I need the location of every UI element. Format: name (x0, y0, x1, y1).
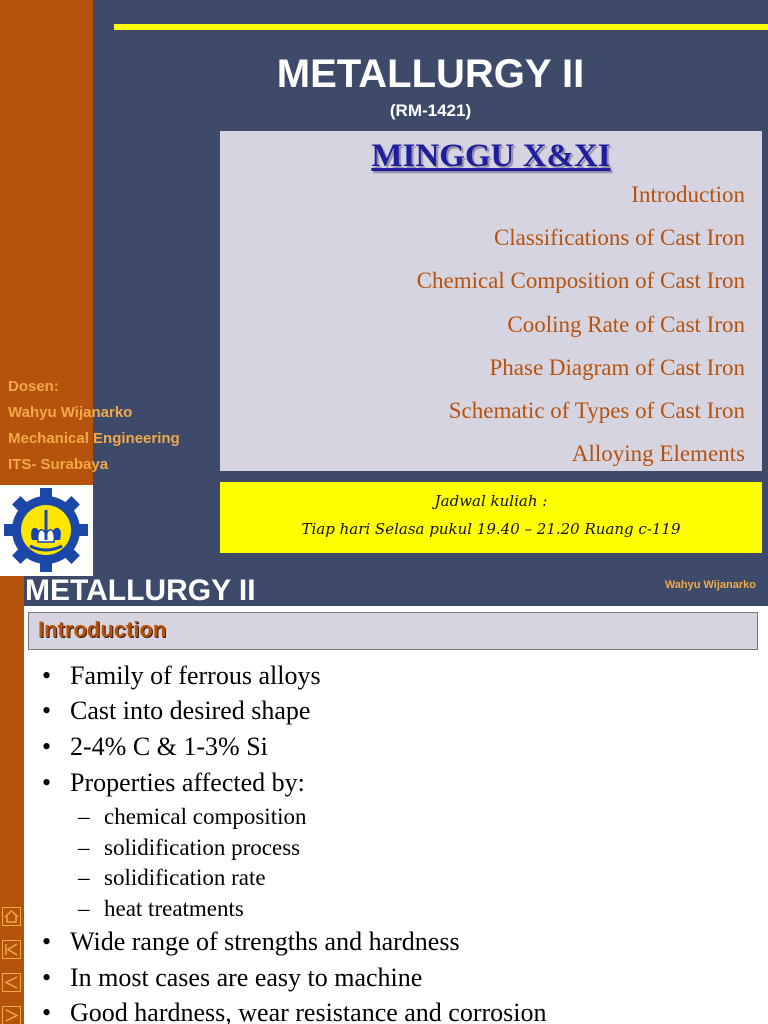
first-slide-icon[interactable] (2, 940, 21, 959)
sub-bullet-text: solidification rate (104, 865, 266, 890)
slide-title: METALLURGY II (276, 52, 585, 96)
bullet-text: Cast into desired shape (70, 696, 311, 725)
bullet-mark: • (42, 768, 52, 797)
lecturer-label: Dosen: (8, 378, 59, 395)
bullet-item (42, 768, 305, 798)
bullet-text: Family of ferrous alloys (70, 661, 321, 690)
bullet-text: In most cases are easy to machine (70, 963, 423, 992)
sub-bullet-mark: – (78, 865, 90, 890)
home-icon[interactable] (2, 907, 21, 926)
bullet-mark: • (42, 927, 52, 956)
bullet-item (42, 661, 321, 691)
topic-item: Cooling Rate of Cast Iron (507, 311, 745, 337)
bullet-text: Properties affected by: (70, 768, 305, 797)
sub-bullet-item (78, 896, 244, 922)
lecturer-department: Mechanical Engineering (8, 430, 180, 447)
topic-item: Introduction (631, 182, 745, 207)
section-header (28, 612, 758, 650)
sub-bullet-text: chemical composition (104, 804, 307, 829)
schedule-label: Jadwal kuliah : (434, 492, 548, 510)
bullet-mark: • (42, 963, 52, 992)
topic-box (220, 131, 762, 471)
bullet-text: Good hardness, wear resistance and corrosion (70, 998, 547, 1024)
topic-item: Chemical Composition of Cast Iron (416, 268, 745, 294)
bullet-text: 2-4% C & 1-3% Si (70, 732, 268, 761)
sub-bullet-item (78, 804, 306, 830)
sub-bullet-mark: – (78, 896, 90, 921)
yellow-accent-line (114, 24, 768, 30)
topic-item: Alloying Elements (571, 441, 745, 467)
its-logo (0, 485, 93, 576)
topic-item: Schematic of Types of Cast Iron (448, 397, 745, 423)
lecturer-institution: ITS- Surabaya (8, 456, 109, 473)
section-title: Introduction (38, 617, 167, 642)
bullet-mark: • (42, 732, 52, 761)
lecturer-info (8, 374, 180, 478)
sub-bullet-item (78, 835, 300, 861)
sub-bullet-text: heat treatments (104, 896, 244, 921)
week-heading: MINGGU X&XI (371, 138, 611, 174)
bullet-mark: • (42, 998, 52, 1024)
course-code: (RM-1421) (389, 101, 472, 120)
bullet-item (42, 732, 268, 762)
bullet-item (42, 998, 547, 1024)
bullet-item (42, 927, 460, 957)
sub-bullet-item (78, 865, 266, 891)
bullet-text: Wide range of strengths and hardness (70, 927, 460, 956)
bullet-mark: • (42, 661, 52, 690)
bullet-item (42, 963, 422, 993)
sub-bullet-mark: – (78, 804, 90, 829)
introduction-slide (0, 576, 768, 1024)
topic-item: Classifications of Cast Iron (493, 225, 745, 251)
sub-bullet-text: solidification process (104, 835, 301, 860)
schedule-box (220, 482, 762, 553)
sub-bullet-mark: – (78, 835, 90, 860)
slide-title: METALLURGY II (25, 576, 256, 607)
topic-list (417, 179, 745, 481)
previous-slide-icon[interactable] (2, 973, 21, 992)
author-name: Wahyu Wijanarko (664, 579, 756, 591)
schedule-time: Tiap hari Selasa pukul 19.40 – 21.20 Ruang c-119 (301, 520, 681, 538)
next-slide-icon[interactable] (2, 1006, 21, 1024)
topic-item: Phase Diagram of Cast Iron (489, 354, 745, 380)
bullet-mark: • (42, 696, 52, 725)
bullet-item (42, 696, 310, 726)
lecturer-name: Wahyu Wijanarko (8, 404, 133, 421)
